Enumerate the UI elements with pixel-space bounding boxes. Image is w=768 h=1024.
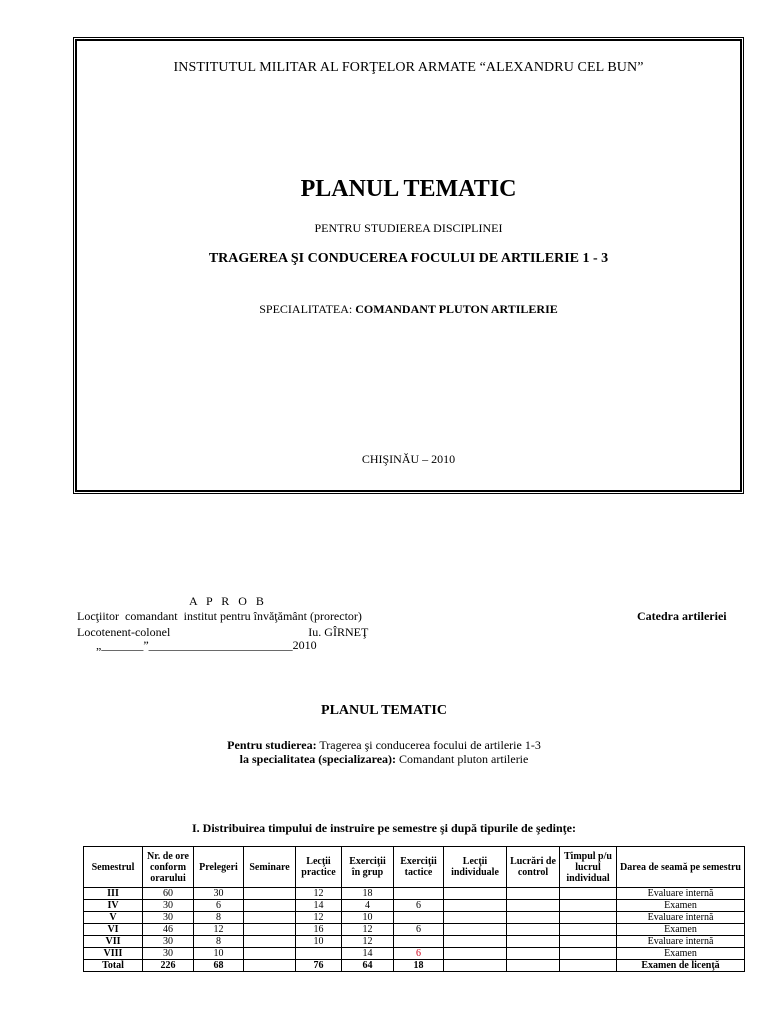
institution-name: INSTITUTUL MILITAR AL FORŢELOR ARMATE “ALEXANDRU CEL BUN” bbox=[173, 60, 644, 75]
table-cell bbox=[244, 936, 296, 948]
table-cell: VI bbox=[84, 924, 143, 936]
table-cell: 8 bbox=[194, 912, 244, 924]
header-practical: Lecţii practice bbox=[296, 847, 342, 888]
approval-date-line: „_______”________________________2010 bbox=[96, 638, 317, 652]
header-hours: Nr. de ore conform orarului bbox=[143, 847, 194, 888]
discipline-name: TRAGEREA ŞI CONDUCEREA FOCULUI DE ARTILERIE 1 - 3 bbox=[208, 251, 609, 266]
table-cell: 10 bbox=[342, 912, 394, 924]
specialty-value: COMANDANT PLUTON ARTILERIE bbox=[355, 302, 558, 316]
table-cell: 14 bbox=[296, 900, 342, 912]
table-cell bbox=[507, 948, 560, 960]
header-semester: Semestrul bbox=[84, 847, 143, 888]
study-label: Pentru studierea: bbox=[227, 738, 317, 752]
table-row bbox=[84, 912, 745, 924]
table-row bbox=[84, 924, 745, 936]
table-cell: Evaluare internă bbox=[617, 912, 745, 924]
total-cell: 76 bbox=[296, 960, 342, 972]
table-row bbox=[84, 948, 745, 960]
table-cell: 16 bbox=[296, 924, 342, 936]
table-cell: 30 bbox=[143, 900, 194, 912]
approval-rank-name: Locotenent-colonel Iu. GÎRNEŢ bbox=[77, 625, 369, 639]
table-cell: 30 bbox=[143, 936, 194, 948]
plan-title: PLANUL TEMATIC bbox=[321, 703, 447, 718]
table-cell: V bbox=[84, 912, 143, 924]
header-individual-lessons: Lecţii individuale bbox=[444, 847, 507, 888]
table-cell bbox=[507, 924, 560, 936]
table-cell-highlighted: 6 bbox=[394, 948, 444, 960]
table-cell: Evaluare internă bbox=[617, 936, 745, 948]
table-cell: 12 bbox=[296, 912, 342, 924]
table-cell: 12 bbox=[296, 888, 342, 900]
table-cell bbox=[560, 936, 617, 948]
table-cell bbox=[244, 948, 296, 960]
table-cell bbox=[560, 900, 617, 912]
table-cell bbox=[444, 888, 507, 900]
table-cell bbox=[560, 924, 617, 936]
header-tactical-exercises: Exerciţii tactice bbox=[394, 847, 444, 888]
table-cell: 46 bbox=[143, 924, 194, 936]
table-row bbox=[84, 888, 745, 900]
table-cell: Examen bbox=[617, 948, 745, 960]
total-cell bbox=[560, 960, 617, 972]
table-cell: III bbox=[84, 888, 143, 900]
table-cell bbox=[507, 900, 560, 912]
table-cell: Examen bbox=[617, 900, 745, 912]
specialization-value: Comandant pluton artilerie bbox=[396, 752, 529, 766]
distribution-table bbox=[83, 846, 745, 972]
table-row bbox=[84, 900, 745, 912]
table-cell: 30 bbox=[194, 888, 244, 900]
table-cell: 8 bbox=[194, 936, 244, 948]
table-cell bbox=[507, 936, 560, 948]
table-cell bbox=[244, 900, 296, 912]
table-cell bbox=[444, 912, 507, 924]
table-cell bbox=[560, 948, 617, 960]
table-cell: 4 bbox=[342, 900, 394, 912]
table-cell bbox=[444, 924, 507, 936]
table-cell bbox=[244, 888, 296, 900]
table-cell bbox=[394, 936, 444, 948]
table-cell: 18 bbox=[342, 888, 394, 900]
table-total-row bbox=[84, 960, 745, 972]
cover-subtitle: PENTRU STUDIEREA DISCIPLINEI bbox=[314, 221, 503, 235]
table-cell bbox=[507, 888, 560, 900]
table-cell bbox=[296, 948, 342, 960]
table-cell bbox=[560, 888, 617, 900]
table-cell: IV bbox=[84, 900, 143, 912]
table-cell bbox=[394, 912, 444, 924]
table-cell: 12 bbox=[194, 924, 244, 936]
table-cell bbox=[507, 912, 560, 924]
table-cell: 6 bbox=[394, 900, 444, 912]
table-cell bbox=[394, 888, 444, 900]
table-cell: 10 bbox=[194, 948, 244, 960]
department-name: Catedra artileriei bbox=[637, 609, 727, 623]
specialty-line bbox=[76, 302, 741, 317]
specialization-label: la specialitatea (specializarea): bbox=[239, 752, 397, 766]
table-cell bbox=[244, 912, 296, 924]
table-row bbox=[84, 936, 745, 948]
table-cell bbox=[244, 924, 296, 936]
header-report: Darea de seamă pe semestru bbox=[617, 847, 745, 888]
table-cell bbox=[560, 912, 617, 924]
table-cell: 14 bbox=[342, 948, 394, 960]
table-cell bbox=[444, 948, 507, 960]
header-lectures: Prelegeri bbox=[194, 847, 244, 888]
cover-box bbox=[73, 37, 744, 494]
header-seminars: Seminare bbox=[244, 847, 296, 888]
approval-position: Locţiitor comandant institut pentru învăţământ (prorector) bbox=[77, 609, 362, 623]
table-cell: 12 bbox=[342, 924, 394, 936]
specialization-line bbox=[0, 752, 768, 767]
total-cell: 18 bbox=[394, 960, 444, 972]
header-individual-time: Timpul p/u lucrul individual bbox=[560, 847, 617, 888]
table-cell: 60 bbox=[143, 888, 194, 900]
table-cell: 6 bbox=[394, 924, 444, 936]
table-cell: 6 bbox=[194, 900, 244, 912]
total-cell: 226 bbox=[143, 960, 194, 972]
total-cell: 68 bbox=[194, 960, 244, 972]
table-header-row bbox=[84, 847, 745, 888]
table-cell bbox=[444, 900, 507, 912]
specialty-label: SPECIALITATEA: bbox=[259, 302, 356, 316]
table-cell: 30 bbox=[143, 948, 194, 960]
total-cell: 64 bbox=[342, 960, 394, 972]
total-cell: Total bbox=[84, 960, 143, 972]
table-cell: 10 bbox=[296, 936, 342, 948]
table-cell: Evaluare internă bbox=[617, 888, 745, 900]
cover-title: PLANUL TEMATIC bbox=[300, 176, 517, 202]
table-cell: VIII bbox=[84, 948, 143, 960]
table-cell: 30 bbox=[143, 912, 194, 924]
study-value: Tragerea şi conducerea focului de artilerie 1-3 bbox=[316, 738, 541, 752]
total-cell bbox=[507, 960, 560, 972]
table-cell: Examen bbox=[617, 924, 745, 936]
approve-heading: A P R O B bbox=[189, 594, 267, 608]
table-cell bbox=[444, 936, 507, 948]
total-cell bbox=[444, 960, 507, 972]
total-cell bbox=[244, 960, 296, 972]
total-cell: Examen de licenţă bbox=[617, 960, 745, 972]
header-group-exercises: Exerciţii în grup bbox=[342, 847, 394, 888]
city-year: CHIŞINĂU – 2010 bbox=[361, 452, 456, 466]
table-cell: 12 bbox=[342, 936, 394, 948]
table-cell: VII bbox=[84, 936, 143, 948]
header-control-works: Lucrări de control bbox=[507, 847, 560, 888]
study-line bbox=[0, 738, 768, 753]
section-title: I. Distribuirea timpului de instruire pe semestre şi după tipurile de şedinţe: bbox=[191, 821, 576, 835]
